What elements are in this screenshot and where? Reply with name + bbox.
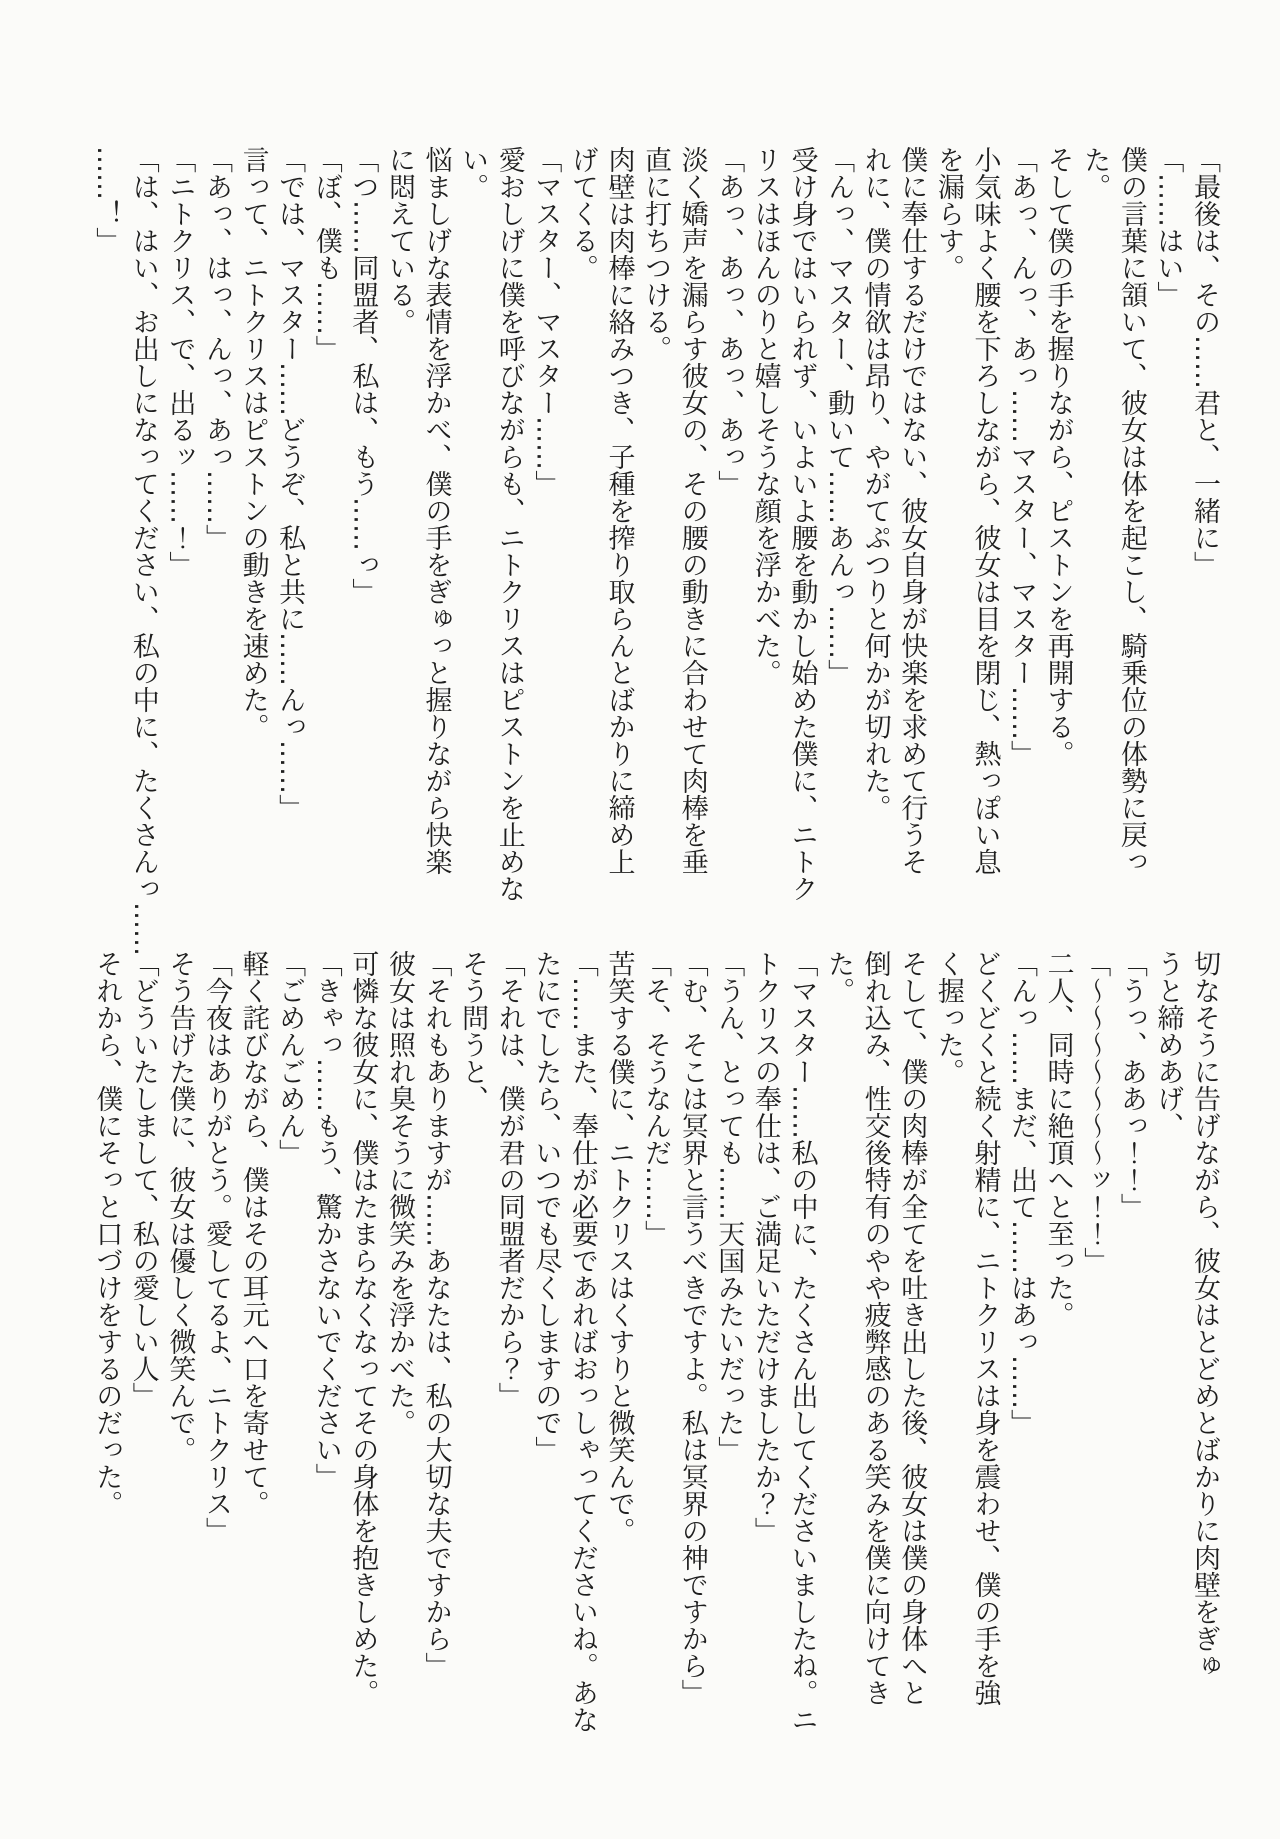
text-line: た。 <box>823 950 855 1004</box>
text-line: 「は、はい、お出しになってください、私の中に、たくさんっ…… <box>127 146 159 956</box>
text-line: そして僕の手を握りながら、ピストンを再開する。 <box>1042 146 1074 767</box>
text-line: 彼女は照れ臭そうに微笑みを浮かべた。 <box>383 950 415 1436</box>
text-line: い。 <box>457 146 489 200</box>
text-line: たにでしたら、いつでも尽くしますので」 <box>530 950 562 1463</box>
text-line: を漏らす。 <box>932 146 964 281</box>
text-line: 可憐な彼女に、僕はたまらなくなってその身体を抱きしめた。 <box>347 950 379 1706</box>
text-line: そう告げた僕に、彼女は優しく微笑んで。 <box>164 950 196 1463</box>
text-line: 「んっ……まだ、出て……はあっ……」 <box>1006 950 1038 1436</box>
text-line: 「そ、そうなんだ……」 <box>640 950 672 1247</box>
text-line: 肉壁は肉棒に絡みつき、子種を搾り取らんとばかりに締め上 <box>603 146 635 875</box>
text-line: に悶えている。 <box>383 146 415 335</box>
text-line: そう問うと、 <box>457 950 489 1112</box>
text-line: 「マスター……私の中に、たくさん出してくださいましたね。ニ <box>786 950 818 1733</box>
text-block-bottom <box>88 950 1222 1750</box>
text-line: 小気味よく腰を下ろしながら、彼女は目を閉じ、熱っぽい息 <box>969 146 1001 875</box>
text-line: 受け身ではいられず、いよいよ腰を動かし始めた僕に、ニトク <box>786 146 818 902</box>
text-line: 「んっ、マスター、動いて……あんっ……」 <box>823 146 855 686</box>
text-line: それから、僕にそっと口づけをするのだった。 <box>91 950 123 1517</box>
text-line: 直に打ちつける。 <box>640 146 672 362</box>
text-line: 「あっ、はっ、んっ、あっ……」 <box>200 146 232 551</box>
text-line: うと締めあげ、 <box>1152 950 1184 1139</box>
text-line: リスはほんのりと嬉しそうな顔を浮かべた。 <box>749 146 781 686</box>
text-line: 「それは、僕が君の同盟者だから？」 <box>493 950 525 1409</box>
text-line: 切なそうに告げながら、彼女はとどめとばかりに肉壁をぎゅ <box>1189 950 1220 1679</box>
text-line: 「ごめんごめん」 <box>274 950 306 1166</box>
text-line: 「きゃっ……もう、驚かさないでください」 <box>310 950 342 1490</box>
text-line: どくどくと続く射精に、ニトクリスは身を震わせ、僕の手を強 <box>969 950 1001 1706</box>
text-line: 軽く詫びながら、僕はその耳元へ口を寄せて。 <box>237 950 269 1517</box>
text-line: 「今夜はありがとう。愛してるよ、ニトクリス」 <box>200 950 232 1544</box>
text-line: 「では、マスター……どうぞ、私と共に……んっ……」 <box>274 146 306 821</box>
text-line: 淡く嬌声を漏らす彼女の、その腰の動きに合わせて肉棒を垂 <box>676 146 708 875</box>
text-block-top <box>88 146 1222 974</box>
text-line: 「む、そこは冥界と言うべきですよ。私は冥界の神ですから」 <box>676 950 708 1706</box>
text-line: 「どういたしまして、私の愛しい人」 <box>127 950 159 1409</box>
text-line: 「うっ、ああっ！！」 <box>1115 950 1147 1220</box>
text-line: 「……はい」 <box>1152 146 1184 308</box>
text-line: 愛おしげに僕を呼びながらも、ニトクリスはピストンを止めな <box>493 146 525 902</box>
text-line: 「あっ、あっ、あっ、あっ」 <box>713 146 745 497</box>
text-line: 二人、同時に絶頂へと至った。 <box>1042 950 1074 1328</box>
text-line: 倒れ込み、性交後特有のやや疲弊感のある笑みを僕に向けてき <box>859 950 891 1706</box>
text-line: 僕に奉仕するだけではない、彼女自身が快楽を求めて行うそ <box>896 146 928 875</box>
text-line: 「最後は、その……君と、一緒に」 <box>1189 146 1220 578</box>
text-line: ……！」 <box>91 146 123 254</box>
text-line: 「マスター、マスター……」 <box>530 146 562 497</box>
text-line: た。 <box>1079 146 1111 200</box>
text-line: 「あっ、んっ、あっ……マスター、マスター……」 <box>1006 146 1038 767</box>
text-line: トクリスの奉仕は、ご満足いただけましたか？」 <box>749 950 781 1544</box>
text-line: 「それもありますが……あなたは、私の大切な夫ですから」 <box>420 950 452 1679</box>
text-line: く握った。 <box>932 950 964 1085</box>
text-line: 僕の言葉に頷いて、彼女は体を起こし、騎乗位の体勢に戻っ <box>1115 146 1147 875</box>
text-line: れに、僕の情欲は昂り、やがてぷつりと何かが切れた。 <box>859 146 891 821</box>
text-line: 「ぼ、僕も……」 <box>310 146 342 362</box>
text-line: 「〜〜〜〜〜〜〜ッ！！」 <box>1079 950 1111 1274</box>
text-line: そして、僕の肉棒が全てを吐き出した後、彼女は僕の身体へと <box>896 950 928 1706</box>
text-line: 「ニトクリス、で、出るッ……！」 <box>164 146 196 578</box>
text-line: 苦笑する僕に、ニトクリスはくすりと微笑んで。 <box>603 950 635 1544</box>
text-line: 悩ましげな表情を浮かべ、僕の手をぎゅっと握りながら快楽 <box>420 146 452 875</box>
text-line: げてくる。 <box>566 146 598 281</box>
text-line: 言って、ニトクリスはピストンの動きを速めた。 <box>237 146 269 740</box>
text-line: 「うん、とっても……天国みたいだった」 <box>713 950 745 1463</box>
text-line: 「……また、奉仕が必要であればおっしゃってくださいね。あな <box>566 950 598 1733</box>
text-line: 「つ……同盟者、私は、もう……っ」 <box>347 146 379 605</box>
